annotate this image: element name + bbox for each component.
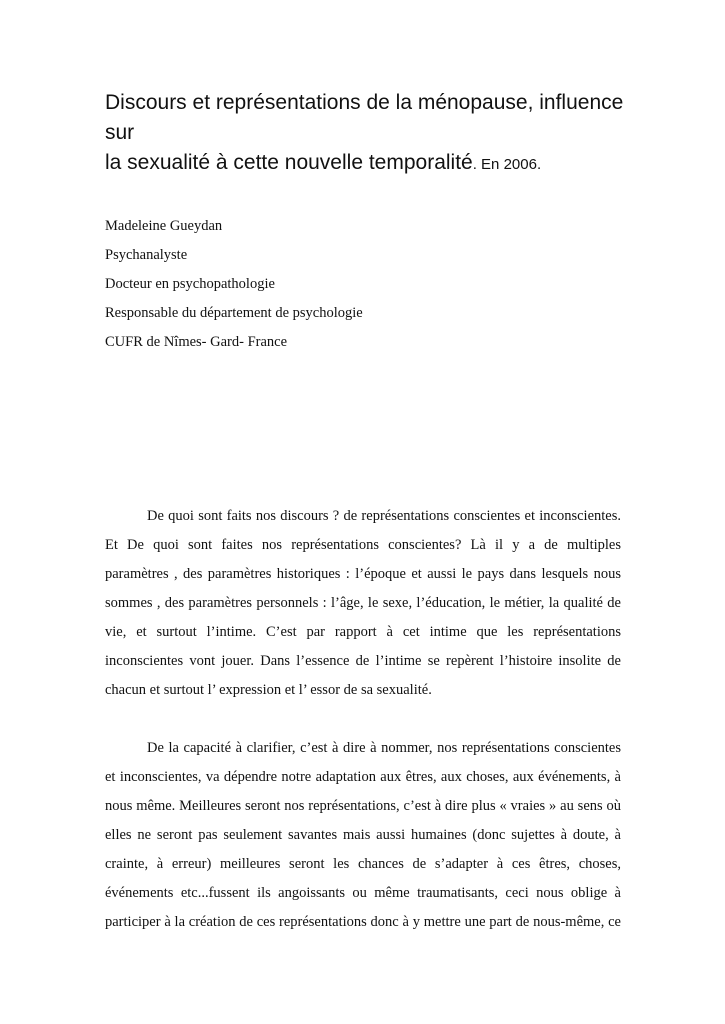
paragraph-line: événements etc...fussent ils angoissants ou même traumatisants, ceci nous oblige à xyxy=(105,885,621,901)
paragraph-line: inconscientes vont jouer. Dans l’essence de l’intime se repèrent l’histoire insolite de xyxy=(105,653,621,669)
paragraph-line: nous même. Meilleures seront nos représentations, c’est à dire plus « vraies » au sens où xyxy=(105,798,621,814)
paragraph-line: crainte, à erreur) meilleures seront les chances de s’adapter à ces êtres, choses, xyxy=(105,856,621,872)
paragraph-line: De quoi sont faits nos discours ? de représentations conscientes et inconscientes. xyxy=(147,508,621,524)
paragraph-line: et inconscientes, va dépendre notre adaptation aux êtres, aux choses, aux événements, à xyxy=(105,769,621,785)
author-block xyxy=(105,212,363,357)
paragraph-line: De la capacité à clarifier, c’est à dire à nommer, nos représentations conscientes xyxy=(147,740,621,756)
author-profession: Psychanalyste xyxy=(105,247,188,263)
title-line-2: la sexualité à cette nouvelle temporalité xyxy=(105,151,473,174)
paragraph-line: paramètres , des paramètres historiques : l’époque et aussi le pays dans lesquels nous xyxy=(105,566,621,582)
paragraph-line: chacun et surtout l’ expression et l’ essor de sa sexualité. xyxy=(105,682,432,698)
author-degree: Docteur en psychopathologie xyxy=(105,276,275,292)
author-position: Responsable du département de psychologie xyxy=(105,305,363,321)
paragraph-line: sommes , des paramètres personnels : l’âge, le sexe, l’éducation, le métier, la qualité de xyxy=(105,595,621,611)
paragraph-line: vie, et surtout l’intime. C’est par rapport à cet intime que les représentations xyxy=(105,624,621,640)
paragraph-2 xyxy=(105,734,621,937)
title-line-1: Discours et représentations de la ménopause, influence sur xyxy=(105,91,624,144)
author-institution: CUFR de Nîmes- Gard- France xyxy=(105,334,288,350)
paragraph-line: participer à la création de ces représentations donc à y mettre une part de nous-même, ce xyxy=(105,914,621,930)
title-date: . En 2006. xyxy=(472,156,542,173)
paragraph-1 xyxy=(105,502,621,705)
paragraph-line: elles ne seront pas seulement savantes mais aussi humaines (donc sujettes à doute, à xyxy=(105,827,621,843)
paragraph-line: Et De quoi sont faites nos représentations conscientes? Là il y a de multiples xyxy=(105,537,621,553)
author-name: Madeleine Gueydan xyxy=(105,218,223,234)
document-title xyxy=(105,88,645,180)
